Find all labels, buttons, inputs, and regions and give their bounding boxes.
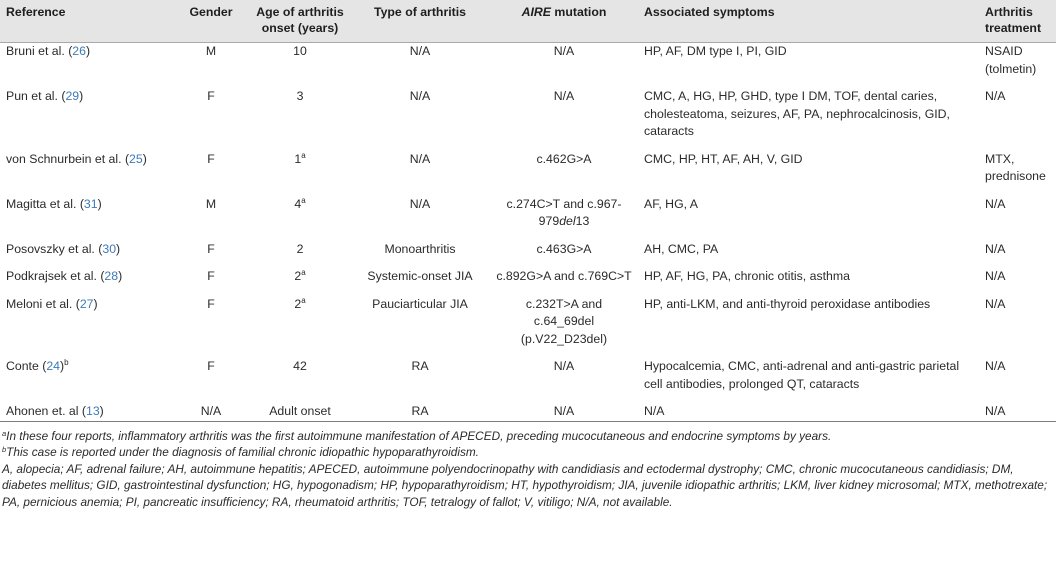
reference-close: )	[85, 44, 91, 58]
age-value: 2	[296, 241, 304, 256]
reference-cell	[0, 348, 172, 393]
reference-close: )	[118, 269, 123, 283]
footnote-a-text: In these four reports, inflammatory arthritis was the first autoimmune manifestation of APECED, preceding mucocutaneous and endocrine symptoms by years.	[6, 428, 832, 443]
gender-cell: M	[205, 196, 217, 211]
age-cell	[250, 231, 350, 259]
reference-close: )	[79, 89, 84, 103]
age-value: 10	[293, 44, 307, 58]
treatment-cell: N/A	[985, 359, 1006, 373]
gender-cell: F	[207, 359, 215, 373]
age-value: 42	[293, 359, 307, 373]
reference-text: von Schnurbein et al. (	[6, 151, 130, 166]
reference-text: Meloni et al. (	[6, 296, 80, 311]
table-row	[0, 43, 1056, 79]
type-cell: N/A	[409, 196, 431, 211]
age-cell	[250, 141, 350, 186]
citation-link[interactable]: 31	[83, 196, 98, 211]
header-mutation	[490, 0, 638, 43]
age-cell	[250, 78, 350, 141]
reference-cell	[0, 186, 172, 231]
table-row	[0, 78, 1056, 141]
footnote-b-text: This case is reported under the diagnosis of familial chronic idiopathic hypoparathyroidism.	[6, 445, 479, 459]
treatment-cell: N/A	[985, 269, 1006, 283]
treatment-cell: MTX, prednisone	[985, 151, 1046, 183]
reference-text: Conte (	[6, 359, 47, 373]
footnote-b-mark: b	[2, 445, 7, 454]
symptoms-cell: HP, anti-LKM, and anti-thyroid peroxidase antibodies	[644, 296, 931, 311]
treatment-cell: N/A	[985, 404, 1006, 418]
reference-close: )	[97, 196, 102, 211]
reference-cell	[0, 141, 172, 186]
treatment-cell: N/A	[985, 196, 1006, 211]
reference-cell	[0, 286, 172, 349]
table-row	[0, 286, 1056, 349]
type-cell: N/A	[409, 89, 431, 103]
reference-close: )	[142, 151, 147, 166]
reference-cell	[0, 231, 172, 259]
reference-text: Ahonen et. al (	[6, 404, 86, 418]
reference-text: Podkrajsek et al. (	[6, 269, 105, 283]
gender-cell: M	[205, 44, 217, 58]
abbreviations-note: A, alopecia; AF, adrenal failure; AH, autoimmune hepatitis; APECED, autoimmune polyendocrinopathy with candidiasis and ectodermal dystrophy; CMC, chronic mucocutaneous candidiasis; DM, diabetes mellitus; GID, gastrointestinal dysfunction; HG, hypogonadism; HP, hypoparathyroidism; HT, hypothyroidism; JIA, juvenile idiopathic arthritis; LKM, liver kidney microsomal; MTX, methotrexate; PA, pernicious anemia; PI, pancreatic insufficiency; RA, rheumatoid arthritis; TOF, tetralogy of fallot; V, vitiligo; N/A, not available.	[2, 461, 1048, 509]
age-value: 1	[294, 151, 302, 166]
reference-cell	[0, 43, 172, 79]
gender-cell: F	[207, 151, 215, 166]
footnote-marker: a	[301, 150, 306, 160]
age-value: 2	[294, 269, 302, 283]
header-mutation-rest: mutation	[551, 5, 607, 19]
table-row	[0, 393, 1056, 421]
citation-link[interactable]: 29	[65, 89, 80, 103]
mutation-cell: c.274C>T and c.967-979del13	[506, 196, 622, 228]
reference-cell	[0, 393, 172, 421]
citation-link[interactable]: 26	[72, 44, 86, 58]
table-body	[0, 43, 1056, 421]
header-type: Type of arthritis	[350, 0, 490, 43]
mutation-cell: N/A	[553, 44, 575, 58]
reference-cell	[0, 258, 172, 286]
treatment-cell: N/A	[985, 241, 1006, 256]
citation-link[interactable]: 13	[85, 404, 100, 418]
age-cell	[250, 393, 350, 421]
citation-link[interactable]: 28	[104, 269, 119, 283]
age-value: 4	[294, 196, 302, 211]
footnote-marker: a	[301, 268, 306, 277]
type-cell: Pauciarticular JIA	[372, 296, 468, 311]
age-value: Adult onset	[269, 404, 331, 418]
header-age: Age of arthritis onset (years)	[250, 0, 350, 43]
del-notation: del	[559, 214, 576, 228]
gender-cell: F	[207, 269, 215, 283]
age-cell	[250, 186, 350, 231]
reference-text: Bruni et al. (	[6, 44, 73, 58]
table-row	[0, 258, 1056, 286]
symptoms-cell: AF, HG, A	[644, 196, 698, 211]
gender-cell: F	[207, 89, 215, 103]
reference-text: Magitta et al. (	[6, 196, 84, 211]
citation-link[interactable]: 30	[102, 241, 117, 256]
type-cell: Monoarthritis	[384, 241, 456, 256]
reference-close: )	[60, 359, 65, 373]
symptoms-cell: CMC, HP, HT, AF, AH, V, GID	[644, 151, 803, 166]
table-footnotes	[0, 422, 1056, 511]
symptoms-cell: HP, AF, DM type I, PI, GID	[644, 44, 787, 58]
header-row	[0, 0, 1056, 43]
type-cell: RA	[411, 404, 429, 418]
footnote-b	[2, 444, 1054, 461]
footnote-marker: a	[301, 295, 306, 305]
age-value: 3	[296, 89, 304, 103]
reference-close: )	[99, 404, 104, 418]
gender-cell: F	[207, 296, 215, 311]
age-cell	[250, 286, 350, 349]
table-row	[0, 141, 1056, 186]
age-cell	[250, 258, 350, 286]
citation-link[interactable]: 27	[79, 296, 94, 311]
header-treatment: Arthritis treatment	[979, 0, 1056, 43]
footnote-a-mark: a	[2, 428, 7, 438]
gender-cell: N/A	[200, 404, 222, 418]
reference-close: )	[93, 296, 98, 311]
treatment-cell: NSAID (tolmetin)	[985, 44, 1037, 76]
table-row	[0, 231, 1056, 259]
citation-link[interactable]: 25	[129, 151, 143, 166]
symptoms-cell: N/A	[644, 404, 665, 418]
symptoms-cell: AH, CMC, PA	[644, 241, 719, 256]
reference-cell	[0, 78, 172, 141]
table-row	[0, 186, 1056, 231]
reference-text: Posovszky et al. (	[6, 241, 103, 256]
mutation-cell: N/A	[553, 404, 575, 418]
symptoms-cell: HP, AF, HG, PA, chronic otitis, asthma	[644, 269, 850, 283]
age-cell	[250, 43, 350, 79]
header-reference: Reference	[0, 0, 172, 43]
gender-cell: F	[207, 241, 215, 256]
age-value: 2	[294, 296, 302, 311]
header-gender: Gender	[172, 0, 250, 43]
footnote-marker: a	[301, 195, 306, 205]
citation-link[interactable]: 24	[46, 359, 61, 373]
table-row	[0, 348, 1056, 393]
symptoms-cell: Hypocalcemia, CMC, anti-adrenal and anti-gastric parietal cell antibodies, prolonged QT, cataracts	[644, 359, 960, 391]
header-symptoms: Associated symptoms	[638, 0, 979, 43]
reference-close: )	[116, 241, 121, 256]
footnote-a	[2, 428, 1054, 445]
type-cell: RA	[411, 359, 429, 373]
symptoms-cell: CMC, A, HG, HP, GHD, type I DM, TOF, dental caries, cholesteatoma, seizures, AF, PA, nephrocalcinosis, GID, cataracts	[644, 89, 950, 138]
mutation-cell: N/A	[553, 359, 575, 373]
mutation-cell: c.892G>A and c.769C>T	[496, 269, 632, 283]
mutation-cell: N/A	[553, 89, 575, 103]
mutation-cell: c.462G>A	[536, 151, 592, 166]
type-cell: N/A	[409, 151, 431, 166]
treatment-cell: N/A	[985, 89, 1006, 103]
age-cell	[250, 348, 350, 393]
header-mutation-gene: AIRE	[521, 5, 552, 19]
mutation-cell: c.232T>A and c.64_69del (p.V22_D23del)	[520, 296, 608, 346]
treatment-cell: N/A	[985, 296, 1006, 311]
footnote-marker: b	[64, 358, 69, 367]
type-cell: Systemic-onset JIA	[367, 269, 473, 283]
type-cell: N/A	[409, 44, 431, 58]
mutation-cell: c.463G>A	[536, 241, 592, 256]
reference-text: Pun et al. (	[6, 89, 66, 103]
